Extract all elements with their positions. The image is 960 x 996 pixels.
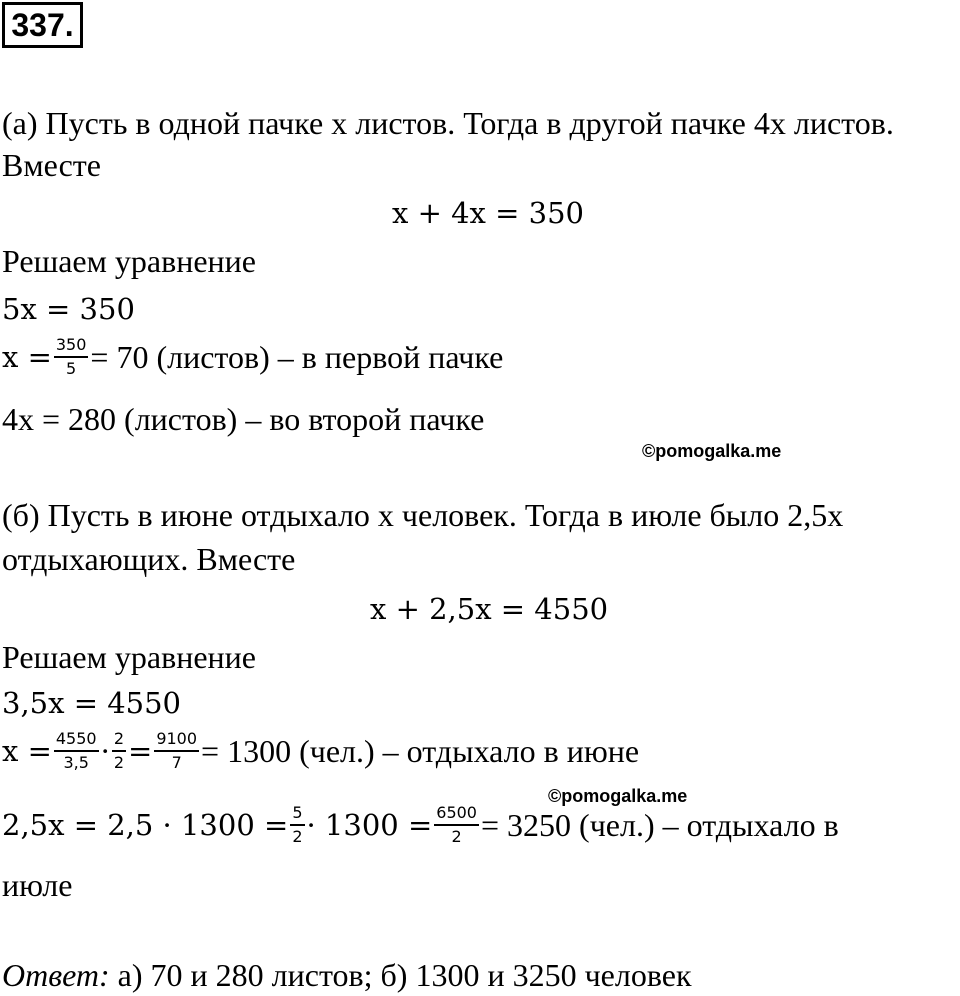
fraction-denominator: 2	[451, 827, 462, 846]
part-a-step-2-lhs: x =	[2, 340, 52, 374]
part-a-line-2: Вместе	[2, 147, 101, 183]
part-a-step-3: 4x = 280 (листов) – во второй пачке	[2, 401, 485, 437]
fraction-denominator: 3,5	[63, 753, 89, 772]
part-b-line-2: отдыхающих. Вместе	[2, 541, 296, 577]
part-b-line-1: (б) Пусть в июне отдыхало x человек. Тогда в июле было 2,5x	[2, 497, 844, 533]
part-b-step-3-lhs: 2,5x = 2,5 · 1300 =	[2, 808, 289, 842]
part-a-line-1: (а) Пусть в одной пачке x листов. Тогда в другой пачке 4x листов.	[2, 105, 894, 141]
part-b-step-2-fraction-2	[112, 730, 126, 772]
fraction-denominator: 5	[66, 359, 77, 378]
part-b-step-3-continuation: июле	[2, 867, 73, 903]
part-a-step-2-fraction	[54, 336, 89, 378]
part-b-step-1: 3,5x = 4550	[2, 686, 182, 720]
answer-text: а) 70 и 280 листов; б) 1300 и 3250 человек	[109, 957, 692, 993]
multiply-dot: ·	[100, 734, 110, 768]
part-a-step-2-rhs: = 70 (листов) – в первой пачке	[90, 339, 504, 375]
fraction-numerator: 350	[54, 336, 89, 358]
part-b-step-3-fraction-1	[290, 804, 304, 846]
part-b-step-2-lhs: x =	[2, 734, 52, 768]
fraction-denominator: 7	[171, 753, 182, 772]
fraction-denominator: 2	[292, 827, 303, 846]
part-a-step-1: 5x = 350	[2, 292, 135, 326]
fraction-numerator: 9100	[154, 730, 199, 752]
fraction-numerator: 6500	[434, 804, 479, 826]
watermark: ©pomogalka.me	[548, 786, 688, 806]
fraction-numerator: 2	[112, 730, 126, 752]
fraction-numerator: 5	[290, 804, 304, 826]
equals-sign: =	[128, 734, 153, 768]
part-b-equation: x + 2,5x = 4550	[370, 592, 609, 626]
part-b-step-3	[2, 804, 839, 846]
part-b-step-2-rhs: = 1300 (чел.) – отдыхало в июне	[201, 733, 640, 769]
part-a-equation: x + 4x = 350	[392, 196, 584, 230]
part-b-step-2-fraction-1	[54, 730, 99, 772]
fraction-numerator: 4550	[54, 730, 99, 752]
part-a-step-2	[2, 336, 503, 378]
problem-number: 337.	[2, 2, 83, 48]
part-b-step-2	[2, 730, 639, 772]
part-b-step-3-fraction-2	[434, 804, 479, 846]
part-b-solve-label: Решаем уравнение	[2, 639, 256, 675]
watermark: ©pomogalka.me	[642, 441, 782, 461]
part-b-step-3-rhs: = 3250 (чел.) – отдыхало в	[480, 807, 839, 843]
answer	[2, 956, 692, 994]
part-a-solve-label: Решаем уравнение	[2, 243, 256, 279]
part-b-step-2-fraction-3	[154, 730, 199, 772]
answer-label: Ответ:	[2, 957, 110, 993]
fraction-denominator: 2	[113, 753, 124, 772]
part-b-step-3-mid: · 1300 =	[306, 808, 433, 842]
